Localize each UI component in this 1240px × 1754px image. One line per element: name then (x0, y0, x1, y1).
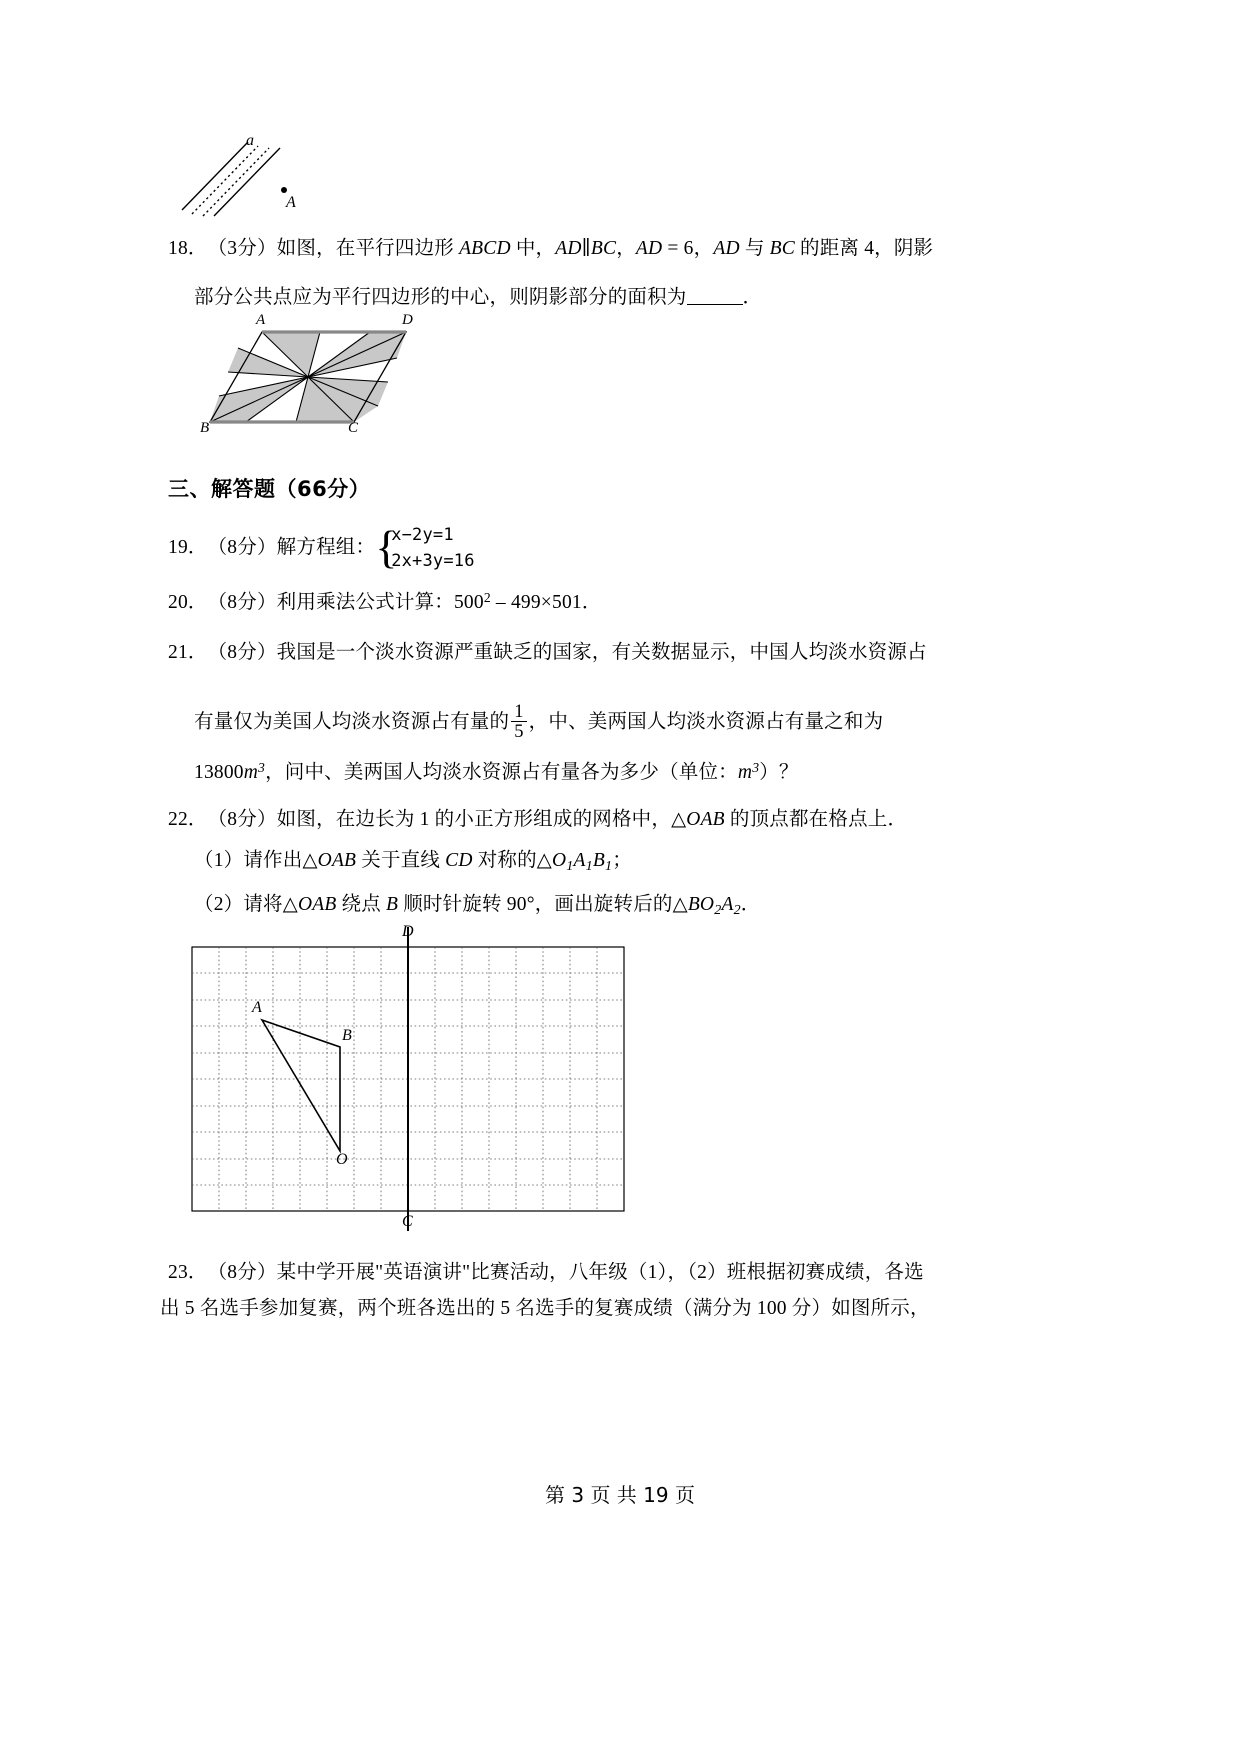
q22-p1-b1: B (592, 850, 605, 871)
q18-text-d: ， (693, 238, 714, 259)
q22-p2-a2-sub: 2 (733, 901, 741, 918)
q22-number: 22． (168, 809, 208, 830)
section-3-heading (168, 473, 370, 503)
q22-p1-b1-sub: 1 (604, 857, 613, 874)
q19-equation-1: x−2y=1 (391, 525, 454, 545)
q18-number: 18． (168, 238, 208, 259)
q22-score: （8分） (207, 809, 277, 830)
q21-unit-m2: m (737, 762, 753, 784)
question-18-line-2 (194, 283, 762, 312)
q20-number: 20． (168, 592, 208, 614)
q22-p2-b: 绕点 (336, 894, 387, 915)
q20-text-a: 利用乘法公式计算：500 (276, 592, 484, 614)
q18-text-b: 中， (510, 238, 556, 259)
q18-text-e: 与 (739, 238, 770, 259)
q23-score: （8分） (207, 1262, 277, 1283)
q19-number: 19． (168, 536, 208, 558)
q18-bc-1: BC (590, 238, 617, 259)
q22-p1-a1-sub: 1 (585, 857, 593, 874)
page-footer (0, 1479, 1240, 1508)
q22-p1-a: （1）请作出△ (194, 850, 318, 871)
q18-line2-period: ． (742, 287, 763, 308)
q22-line1-b: 的顶点都在格点上． (724, 809, 908, 830)
q20-text-b: – 499×501． (490, 592, 602, 614)
q22-line1-a: 如图，在边长为 1 的小正方形组成的网格中，△ (276, 809, 687, 830)
q21-unit-exp2: 3 (752, 760, 760, 775)
q23-line2-text: 出 5 名选手参加复赛，两个班各选出的 5 名选手的复赛成绩（满分为 100 分）如图所示， (160, 1298, 930, 1319)
question-18-line-1 (168, 234, 933, 263)
q22-p1-a1: A (573, 850, 586, 871)
parallelogram-label-d: D (402, 312, 413, 328)
q18-ad-2: AD (635, 238, 663, 259)
parallelogram-label-b: B (200, 420, 210, 436)
q18-line2-text: 部分公共点应为平行四边形的中心，则阴影部分的面积为 (194, 287, 687, 308)
q21-line2-a: 有量仅为美国人均淡水资源占有量的 (194, 711, 510, 733)
q18-bc-2: BC (769, 238, 795, 259)
q19-text: 解方程组： (276, 536, 376, 558)
q21-fraction (511, 702, 526, 742)
q22-p1-o1: O (552, 850, 567, 871)
question-23-line-1 (168, 1258, 924, 1287)
question-20 (168, 588, 602, 617)
q22-p1-cd: CD (445, 850, 473, 871)
q22-p1-d: ； (612, 850, 632, 871)
parallelogram-label-a: A (256, 312, 266, 328)
q21-line1-text: 我国是一个淡水资源严重缺乏的国家，有关数据显示，中国人均淡水资源占 (276, 642, 927, 663)
q18-ad-1: AD (555, 238, 582, 259)
grid-label-d: D (402, 923, 414, 940)
q22-p2-c: 顺时针旋转 90°，画出旋转后的△ (398, 894, 688, 915)
q22-p2-a2: A (721, 894, 734, 915)
q18-answer-blank[interactable] (687, 285, 743, 305)
line-label-a: a (246, 132, 254, 149)
question-22-line-1 (168, 805, 907, 834)
q21-volume-value: 13800 (194, 762, 244, 784)
figure-grid-triangle (190, 925, 630, 1235)
q22-p2-bo2: BO (687, 894, 715, 915)
q23-line1-text: 某中学开展"英语演讲"比赛活动，八年级（1），（2）班根据初赛成绩，各选 (276, 1262, 924, 1283)
grid-svg (190, 925, 630, 1235)
question-22-part-2 (194, 890, 760, 921)
q21-number: 21． (168, 642, 208, 663)
page-number-text: 第 3 页 共 19 页 (545, 1483, 695, 1507)
grid-label-o: O (336, 1151, 348, 1168)
q22-p1-oab: OAB (317, 850, 357, 871)
q22-p1-c: 对称的△ (472, 850, 552, 871)
q20-score: （8分） (207, 592, 277, 614)
q21-line3-c: ）？ (759, 762, 799, 784)
figure-parallel-lines (176, 128, 326, 218)
q18-score: （3分） (207, 238, 277, 259)
question-22-part-1 (194, 846, 632, 877)
q18-abcd: ABCD (459, 238, 511, 259)
question-19 (168, 522, 475, 575)
q23-number: 23． (168, 1262, 208, 1283)
grid-label-b: B (342, 1027, 352, 1044)
q21-score: （8分） (207, 642, 277, 663)
question-23-line-2 (160, 1294, 930, 1323)
fraction-numerator: 1 (514, 701, 524, 722)
figure-parallelogram-shaded (192, 312, 424, 440)
question-21-line-2 (194, 702, 883, 742)
q18-text-c: ， (616, 238, 636, 259)
q22-p1-b: 关于直线 (356, 850, 446, 871)
point-label-a: A (286, 194, 296, 211)
parallelogram-label-c: C (348, 420, 359, 436)
q21-line2-b: ，中、美两国人均淡水资源占有量之和为 (528, 711, 884, 733)
section-3-title: 三、解答题（66分） (168, 477, 371, 501)
q21-unit-exp: 3 (258, 760, 266, 775)
q22-triangle-oab: OAB (686, 809, 725, 830)
parallelogram-svg (192, 318, 424, 440)
q22-p2-a: （2）请将△ (194, 894, 298, 915)
q18-text-f: 的距离 4，阴影 (794, 238, 934, 259)
fraction-denominator: 5 (511, 721, 526, 741)
q20-exponent: 2 (483, 590, 491, 605)
q19-equation-2: 2x+3y=16 (391, 551, 475, 572)
q22-p2-d: ． (740, 894, 761, 915)
q22-p2-oab: OAB (297, 894, 337, 915)
q22-p2-o2-sub: 2 (714, 901, 722, 918)
q22-p2-point-b: B (386, 894, 399, 915)
q18-ad-3: AD (713, 238, 740, 259)
q18-text-a: 如图，在平行四边形 (276, 238, 460, 259)
grid-label-a: A (252, 999, 262, 1016)
q21-unit-m: m (243, 762, 259, 784)
question-21-line-1 (168, 638, 927, 667)
q19-equation-system (375, 522, 474, 575)
q19-score: （8分） (207, 536, 277, 558)
q18-parallel-sym: ∥ (581, 238, 591, 259)
q22-p1-o1-sub: 1 (566, 857, 574, 874)
grid-label-c: C (402, 1213, 413, 1230)
question-21-line-3 (194, 758, 799, 787)
q18-ad-value: = 6 (662, 238, 694, 259)
system-brace: { (375, 521, 398, 573)
q21-line3-b: ，问中、美两国人均淡水资源占有量各为多少（单位： (265, 762, 738, 784)
